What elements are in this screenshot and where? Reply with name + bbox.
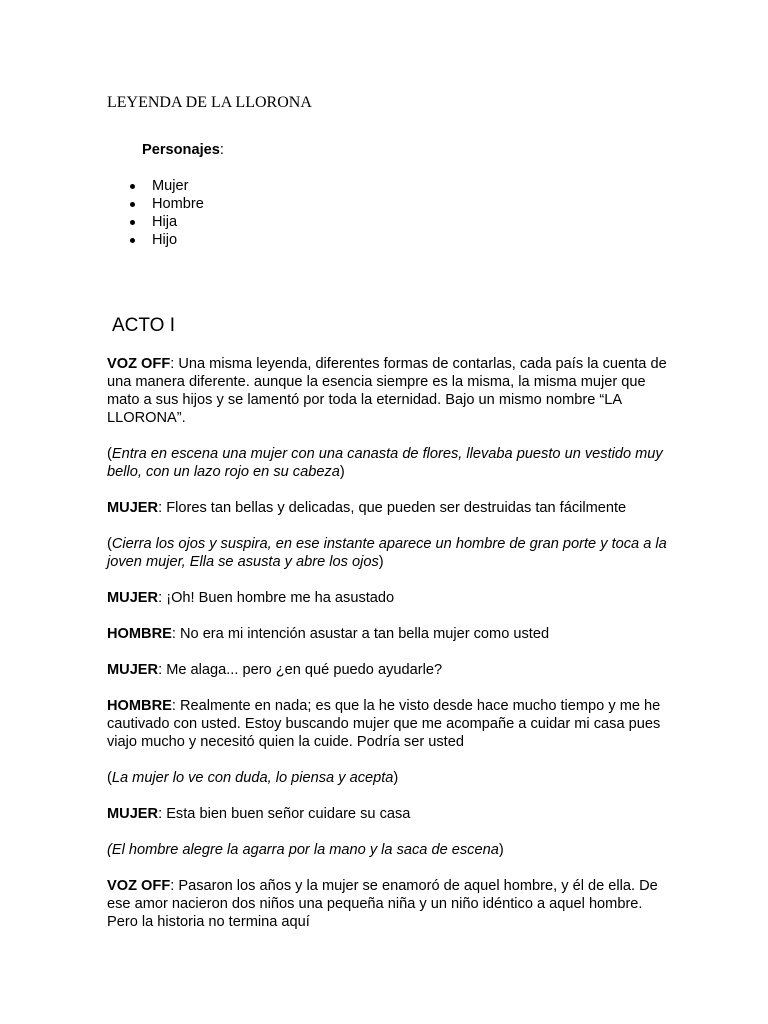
speaker-separator: : bbox=[170, 356, 179, 372]
dialogue-line bbox=[107, 877, 667, 931]
speaker-separator: : bbox=[170, 878, 179, 894]
character-name: Hijo bbox=[152, 232, 178, 248]
stage-direction bbox=[107, 445, 667, 481]
stage-direction-text: Cierra los ojos y suspira, en ese instante aparece un hombre de gran porte y toca a la joven mujer, Ella se asusta y abre los ojos bbox=[107, 536, 667, 570]
character-name: Hija bbox=[152, 214, 178, 230]
speaker-separator: : bbox=[171, 698, 180, 714]
dialogue-text: Realmente en nada; es que la he visto desde hace mucho tiempo y me he cautivado con usted. Estoy buscando mujer que me acompañe a cuidar mi casa pues viajo mucho y necesitó quien la cuide. Podría ser usted bbox=[107, 698, 661, 750]
speaker-name: MUJER bbox=[107, 662, 159, 678]
stage-direction-text: Entra en escena una mujer con una canasta de flores, llevaba puesto un vestido muy bello, con un lazo rojo en su cabeza bbox=[107, 446, 663, 480]
dialogue-text: Me alaga... pero ¿en qué puedo ayudarle? bbox=[166, 662, 443, 678]
speaker-name: VOZ OFF bbox=[107, 356, 171, 372]
paren-open: ( bbox=[107, 446, 112, 462]
stage-direction-text: La mujer lo ve con duda, lo piensa y acepta bbox=[111, 770, 394, 786]
character-name: Hombre bbox=[152, 196, 204, 212]
speaker-separator: : bbox=[158, 806, 167, 822]
speaker-name: MUJER bbox=[107, 806, 159, 822]
speaker-name: MUJER bbox=[107, 500, 159, 516]
dialogue-line bbox=[107, 805, 667, 823]
dialogue-line bbox=[107, 661, 667, 679]
stage-direction bbox=[107, 841, 667, 859]
bullet-icon bbox=[130, 202, 135, 207]
character-name: Mujer bbox=[152, 178, 189, 194]
paren-close: ) bbox=[393, 770, 399, 786]
dialogue-text: Pasaron los años y la mujer se enamoró de aquel hombre, y él de ella. De ese amor nacieron dos niños una pequeña niña y un niño idéntico a aquel hombre. Pero la historia no termina aquí bbox=[107, 878, 658, 930]
speaker-separator: : bbox=[158, 662, 167, 678]
bullet-icon bbox=[130, 184, 135, 189]
characters-colon: : bbox=[219, 142, 224, 158]
dialogue-line bbox=[107, 625, 667, 643]
characters-heading bbox=[142, 141, 224, 159]
dialogue-line bbox=[107, 697, 667, 751]
bullet-icon bbox=[130, 238, 135, 243]
speaker-name: HOMBRE bbox=[107, 626, 172, 642]
stage-direction bbox=[107, 769, 667, 787]
paren-close: ) bbox=[378, 554, 384, 570]
speaker-name: VOZ OFF bbox=[107, 878, 171, 894]
dialogue-text: Flores tan bellas y delicadas, que pueden ser destruidas tan fácilmente bbox=[166, 500, 627, 516]
dialogue-line bbox=[107, 499, 667, 517]
paren-open: ( bbox=[107, 536, 112, 552]
speaker-name: MUJER bbox=[107, 590, 159, 606]
dialogue-text: Una misma leyenda, diferentes formas de contarlas, cada país la cuenta de una manera diferente. aunque la esencia siempre es la misma, la misma mujer que mato a sus hijos y se lamentó por toda la eternidad. Bajo un mismo nombre “LA LLORONA”. bbox=[107, 356, 667, 426]
act-heading: ACTO I bbox=[112, 315, 175, 336]
speaker-separator: : bbox=[158, 500, 167, 516]
stage-direction bbox=[107, 535, 667, 571]
dialogue-line bbox=[107, 355, 667, 427]
dialogue-text: ¡Oh! Buen hombre me ha asustado bbox=[166, 590, 395, 606]
dialogue-line bbox=[107, 589, 667, 607]
speaker-separator: : bbox=[171, 626, 180, 642]
dialogue-text: Esta bien buen señor cuidare su casa bbox=[166, 806, 411, 822]
stage-direction-text: (El hombre alegre la agarra por la mano y la saca de escena bbox=[107, 842, 499, 858]
speaker-separator: : bbox=[158, 590, 167, 606]
document-title: LEYENDA DE LA LLORONA bbox=[107, 94, 312, 111]
bullet-icon bbox=[130, 220, 135, 225]
characters-label: Personajes bbox=[142, 142, 220, 158]
paren-close: ) bbox=[339, 464, 345, 480]
paren-close: ) bbox=[498, 842, 504, 858]
script-body bbox=[107, 355, 667, 949]
dialogue-text: No era mi intención asustar a tan bella mujer como usted bbox=[179, 626, 550, 642]
speaker-name: HOMBRE bbox=[107, 698, 172, 714]
paren-open: ( bbox=[107, 770, 112, 786]
